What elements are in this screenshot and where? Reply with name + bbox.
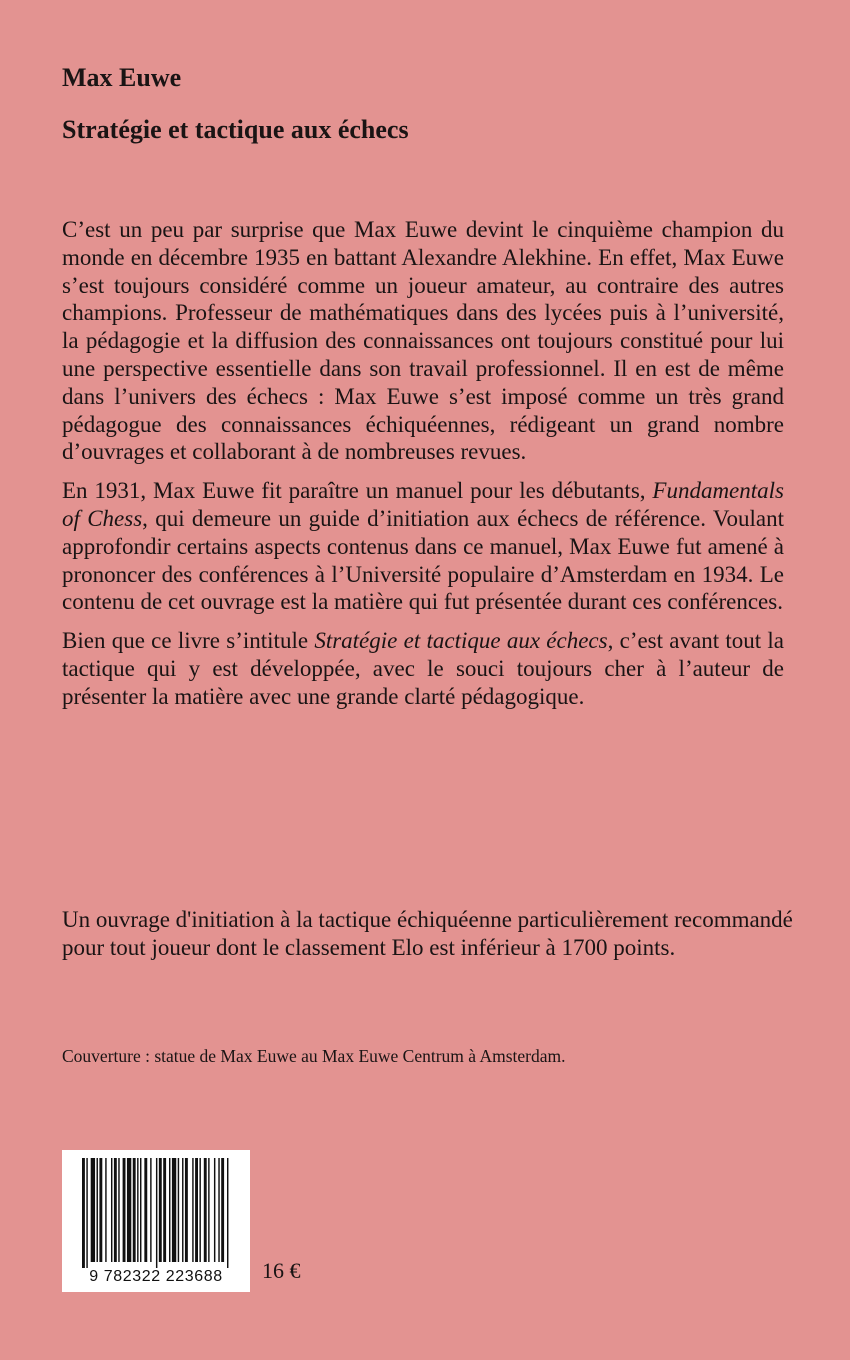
blurb-paragraph-3-rest: , c’est avant tout la tactique qui y est développée, avec le souci toujours cher à l’auteur de présenter la matière avec une grande clarté pédagogique. xyxy=(62,628,785,709)
barcode-bar xyxy=(144,1158,147,1262)
strategie-title-italic: Stratégie et tactique aux échecs xyxy=(314,628,608,654)
barcode-bar xyxy=(182,1158,183,1262)
barcode-bar xyxy=(204,1158,207,1262)
blurb-paragraph-2 xyxy=(62,477,784,616)
author-name: Max Euwe xyxy=(62,63,182,92)
barcode-bar xyxy=(86,1158,87,1268)
barcode-bar xyxy=(199,1158,200,1262)
barcode-bar xyxy=(150,1158,151,1262)
barcode-bar xyxy=(208,1158,209,1262)
barcode-bar xyxy=(159,1158,162,1262)
isbn-digits: 9 782322 223688 xyxy=(89,1268,223,1285)
barcode-bar xyxy=(192,1158,193,1262)
barcode xyxy=(62,1150,250,1292)
barcode-bar xyxy=(133,1158,136,1262)
barcode-bar xyxy=(221,1158,224,1262)
blurb-paragraph-1: C’est un peu par surprise que Max Euwe devint le cinquième champion du monde en décembre 1935 en battant Alexandre Alekhine. En effet, Max Euwe s’est toujours considéré comme un joueur amateur, au contraire des autres champions. Professeur de mathématiques dans des lycées puis à l’université, la pédagogie et la diffusion des connaissances ont toujours constitué pour lui une perspective essentielle dans son travail professionnel. Il en est de même dans l’univers des échecs : Max Euwe s’est imposé comme un très grand pédagogue des connaissances échiquéennes, rédigeant un grand nombre d’ouvrages et collaborant à de nombreuses revues. xyxy=(62,217,784,465)
barcode-bar xyxy=(114,1158,117,1262)
barcode-bar xyxy=(111,1158,112,1262)
barcode-bar xyxy=(195,1158,198,1262)
barcode-bar xyxy=(185,1158,188,1262)
blurb xyxy=(62,216,784,711)
blurb-paragraph-2-lead: En 1931, Max Euwe fit paraître un manuel pour les débutants, xyxy=(62,478,653,504)
price: 16 € xyxy=(262,1258,301,1283)
blurb-paragraph-3-lead: Bien que ce livre s’intitule xyxy=(62,628,315,654)
barcode-bar xyxy=(218,1158,219,1262)
barcode-bar xyxy=(123,1158,126,1262)
barcode-bar xyxy=(97,1158,98,1262)
blurb-paragraph-2-rest: , qui demeure un guide d’initiation aux échecs de référence. Voulant approfondir certains aspects contenus dans ce manuel, Max Euwe fut amené à prononcer des conférences à l’Université populaire d’Amsterdam en 1934. Le contenu de cet ouvrage est la matière qui fut présentée durant ces conférences. xyxy=(62,505,785,615)
barcode-bar xyxy=(214,1158,215,1262)
barcode-bar xyxy=(178,1158,179,1262)
barcode-bar xyxy=(140,1158,141,1262)
barcode-bar xyxy=(105,1158,106,1262)
barcode-bar xyxy=(118,1158,119,1262)
barcode-bar xyxy=(137,1158,138,1262)
barcode-bar xyxy=(172,1158,176,1262)
barcode-bar xyxy=(227,1158,228,1268)
barcode-bar xyxy=(99,1158,102,1262)
book-title: Stratégie et tactique aux échecs xyxy=(62,115,409,144)
barcode-bar xyxy=(127,1158,131,1262)
barcode-bar xyxy=(169,1158,170,1262)
recommendation: Un ouvrage d'initiation à la tactique échiquéenne particulièrement recommandé pour tout joueur dont le classement Elo est inférieur à 1700 points. xyxy=(62,907,793,960)
fundamentals-of-chess-title: Fundamentals of Chess xyxy=(62,478,784,531)
cover-credit: Couverture : statue de Max Euwe au Max Euwe Centrum à Amsterdam. xyxy=(62,1046,566,1066)
barcode-bar xyxy=(91,1158,95,1262)
barcode-bar xyxy=(156,1158,157,1268)
barcode-bar xyxy=(163,1158,166,1262)
barcode-bar xyxy=(82,1158,85,1268)
blurb-paragraph-3 xyxy=(62,627,784,710)
